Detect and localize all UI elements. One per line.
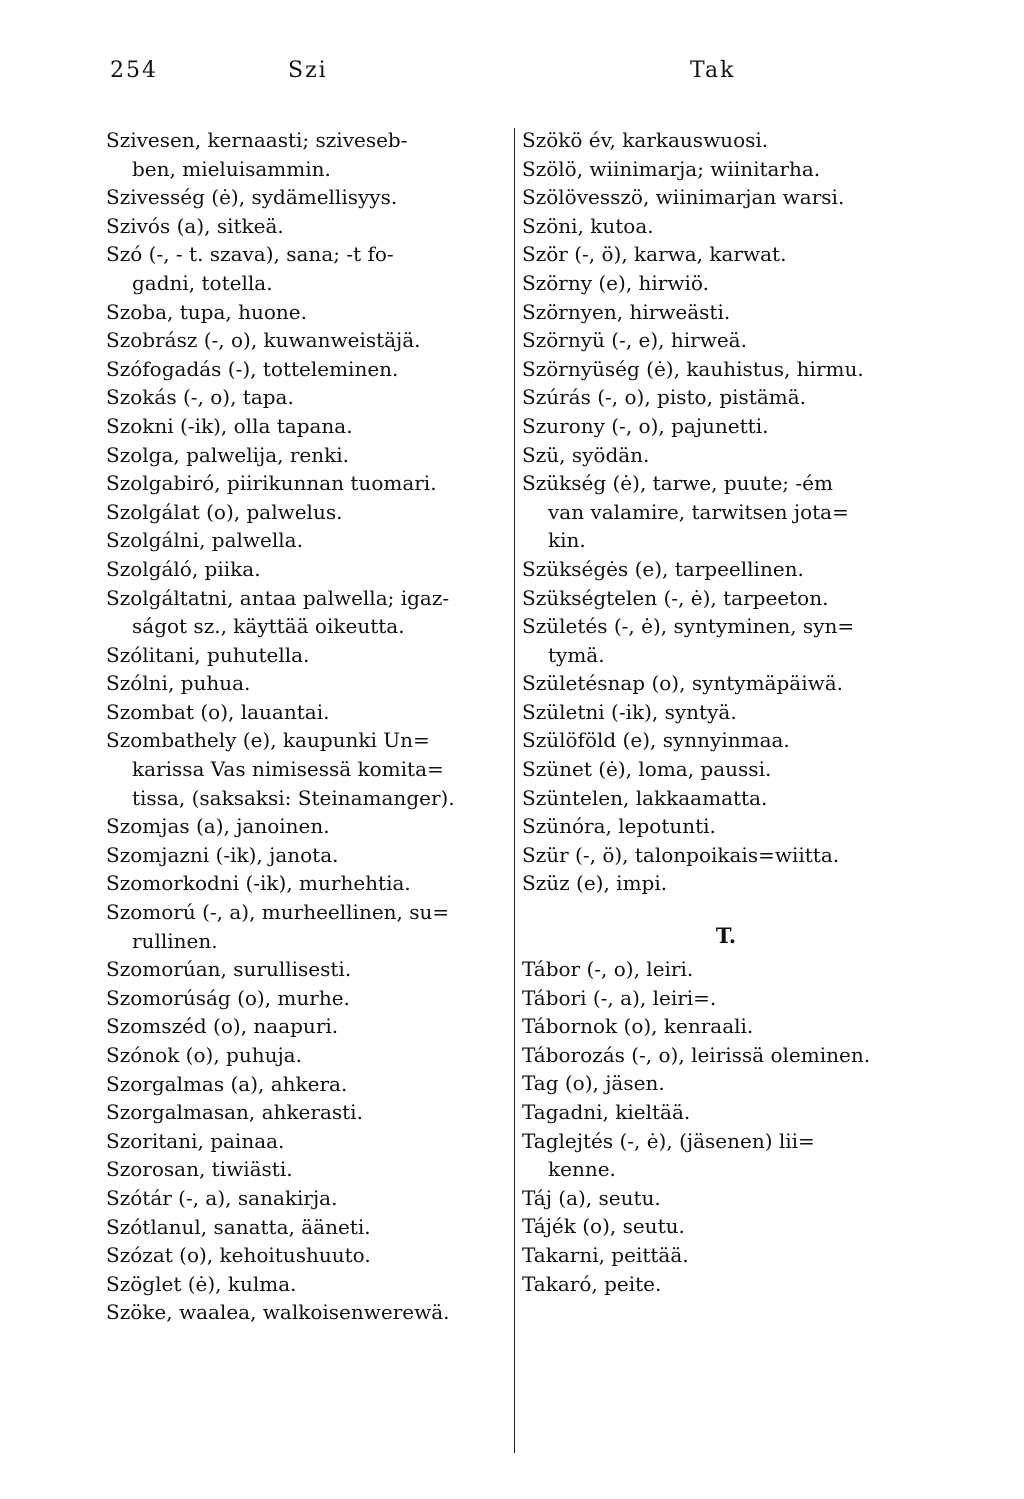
entry-continuation-line: karissa Vas nimisessä komita= [132,757,444,782]
dictionary-entry-line: Szomorú (-, a), murheellinen, su= [106,900,450,925]
dictionary-entry-line: Takarni, peittää. [522,1242,689,1267]
entry-continuation-line: tissa, (saksaksi: Steinamanger). [132,785,455,810]
dictionary-entry-line: Tag (o), jäsen. [522,1071,665,1096]
entry-continuation-line: kenne. [548,1157,616,1182]
dictionary-entry-line: Szükségtelen (-, ė), tarpeeton. [522,585,829,610]
dictionary-entry-line: Szózat (o), kehoitushuuto. [106,1243,371,1268]
dictionary-entry-line: Szörnyen, hirweästi. [522,299,731,324]
dictionary-entry-line: Szörny (e), hirwiö. [522,270,709,295]
dictionary-entry-line: Szokni (-ik), olla tapana. [106,413,353,438]
dictionary-entry-line: Szölövesszö, wiinimarjan warsi. [522,185,845,210]
running-header [110,58,920,92]
dictionary-entry-line: Takaró, peite. [522,1271,662,1296]
dictionary-entry-line: Szökö év, karkauswuosi. [522,128,769,152]
dictionary-entry-line: Születni (-ik), syntyä. [522,699,737,724]
entry-continuation-line: kin. [548,528,586,553]
dictionary-entry-line: Tájék (o), seutu. [522,1214,685,1239]
dictionary-entry-line: Szolgáltatni, antaa palwella; igaz- [106,585,450,610]
right-column [522,126,930,1298]
dictionary-entry-line: Szölö, wiinimarja; wiinitarha. [522,156,821,181]
dictionary-entry-line: Szü, syödän. [522,442,650,467]
dictionary-entry-line: Szülöföld (e), synnyinmaa. [522,728,790,753]
entry-continuation-line: tymä. [548,642,605,667]
dictionary-entry-line: Szónok (o), puhuja. [106,1043,302,1067]
dictionary-entry-line: Szólitani, puhutella. [106,642,310,667]
dictionary-entry-line: Születésnap (o), syntymäpäiwä. [522,671,844,696]
dictionary-entry-line: Születés (-, ė), syntyminen, syn= [522,614,855,639]
dictionary-entry-line: Szörnyü (-, e), hirweä. [522,328,747,353]
dictionary-entry-line: Szomjas (a), janoinen. [106,814,330,839]
dictionary-entry-line: Szó (-, - t. szava), sana; -t fo- [106,242,394,267]
dictionary-entry-line: Szófogadás (-), totteleminen. [106,356,399,381]
dictionary-entry-line: Tábori (-, a), leiri=. [522,985,717,1010]
dictionary-entry-line: Szúrás (-, o), pisto, pistämä. [522,385,806,410]
dictionary-entry-line: Szomszéd (o), naapuri. [106,1014,339,1039]
dictionary-entry-line: Táj (a), seutu. [522,1185,661,1210]
dictionary-entry-line: Taglejtés (-, ė), (jäsenen) lii= [522,1128,815,1153]
dictionary-entry-line: Szöglet (ė), kulma. [106,1271,297,1296]
dictionary-entry-line: Szobrász (-, o), kuwanweistäjä. [106,328,421,353]
left-guide-word: Szi [288,58,328,83]
dictionary-entry-line: Szükségės (e), tarpeellinen. [522,556,804,581]
dictionary-entry-line: Szöni, kutoa. [522,213,654,238]
dictionary-entry-line: Tábornok (o), kenraali. [522,1014,754,1039]
entry-continuation-line: van valamire, tarwitsen jota= [548,499,849,524]
dictionary-entry-line: Tagadni, kieltää. [522,1100,691,1124]
dictionary-entry-line: Szomjazni (-ik), janota. [106,842,339,867]
dictionary-entry-line: Szüz (e), impi. [522,871,668,896]
dictionary-entry-line: Szólni, puhua. [106,671,251,696]
dictionary-entry-line: Szótlanul, sanatta, ääneti. [106,1214,371,1239]
dictionary-entry-line: Szolgáló, piika. [106,556,261,581]
dictionary-entry-line: Szomorkodni (-ik), murhehtia. [106,871,411,896]
dictionary-entry-line: Szorosan, tiwiästi. [106,1157,293,1182]
dictionary-entry-line: Szombat (o), lauantai. [106,699,330,724]
entry-continuation-line: ságot sz., käyttää oikeutta. [132,614,405,639]
dictionary-entry-line: Szüntelen, lakkaamatta. [522,785,768,810]
entry-continuation-line: ben, mieluisammin. [132,156,331,181]
dictionary-entry-line: Szoritani, painaa. [106,1128,285,1153]
dictionary-entry-line: Szolgabiró, piirikunnan tuomari. [106,471,437,496]
dictionary-entry-line: Szörnyüség (ė), kauhistus, hirmu. [522,356,864,381]
dictionary-entry-line: Szoba, tupa, huone. [106,299,307,324]
section-letter-heading: T. [715,923,737,949]
dictionary-entry-line: Szünóra, lepotunti. [522,814,716,839]
dictionary-entry-line: Táborozás (-, o), leirissä oleminen. [522,1042,871,1067]
dictionary-entry-line: Szünet (ė), loma, paussi. [522,757,772,782]
dictionary-entry-line: Szükség (ė), tarwe, puute; -ém [522,471,833,496]
dictionary-entry-line: Szivós (a), sitkeä. [106,213,284,238]
dictionary-entry-line: Szokás (-, o), tapa. [106,385,294,410]
dictionary-entry-line: Szomorúan, surullisesti. [106,957,352,982]
dictionary-entry-line: Szivesség (ė), sydämellisyys. [106,185,398,210]
dictionary-entry-line: Szótár (-, a), sanakirja. [106,1185,338,1210]
dictionary-entry-line: Szolgálat (o), palwelus. [106,499,343,524]
dictionary-entry-line: Szomorúság (o), murhe. [106,985,350,1010]
right-guide-word: Tak [690,58,736,83]
entry-continuation-line: gadni, totella. [132,270,273,295]
entry-continuation-line: rullinen. [132,928,218,953]
dictionary-entry-line: Szivesen, kernaasti; sziveseb- [106,128,408,152]
dictionary-entry-line: Szurony (-, o), pajunetti. [522,413,769,438]
dictionary-entry-line: Tábor (-, o), leiri. [522,957,694,982]
dictionary-entry-line: Szorgalmasan, ahkerasti. [106,1100,363,1125]
dictionary-entry-line: Szombathely (e), kaupunki Un= [106,728,430,753]
page-number: 254 [110,58,158,83]
dictionary-entry-line: Ször (-, ö), karwa, karwat. [522,242,787,267]
dictionary-entry-line: Szolga, palwelija, renki. [106,442,349,467]
dictionary-entry-line: Szolgálni, palwella. [106,528,303,553]
column-divider [514,128,515,1453]
dictionary-entry-line: Szorgalmas (a), ahkera. [106,1071,348,1096]
dictionary-entry-line: Szöke, waalea, walkoisenwerewä. [106,1300,450,1325]
dictionary-entry-line: Szür (-, ö), talonpoikais=wiitta. [522,842,840,867]
left-column [106,126,502,1327]
